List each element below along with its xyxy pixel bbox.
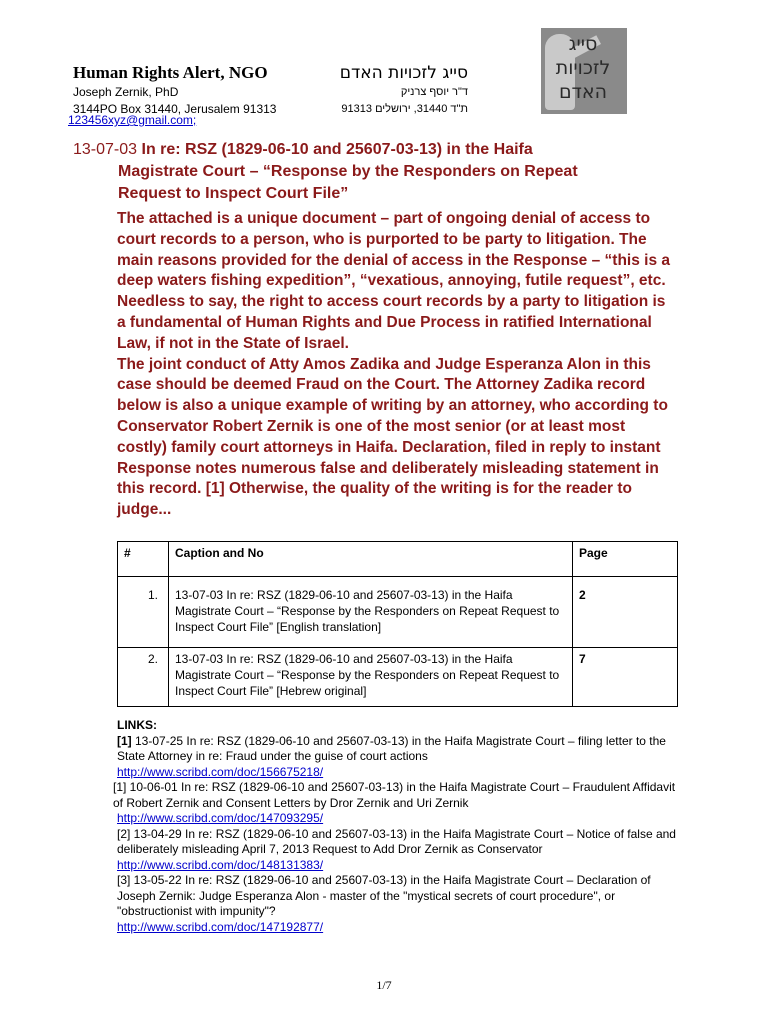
row-number: 1. <box>118 577 169 648</box>
org-name-hebrew: סייג לזכויות האדם <box>339 63 468 83</box>
table-header-row <box>118 542 678 577</box>
link-entry <box>113 780 677 827</box>
logo-text: סייג לזכויות האדם <box>555 33 611 103</box>
link-label: [1] <box>117 733 132 748</box>
link-url[interactable]: http://www.scribd.com/doc/148131383/ <box>117 857 324 872</box>
table-row <box>118 648 678 707</box>
title-line-1: In re: RSZ (1829-06-10 and 25607-03-13) in the Haifa <box>137 141 533 158</box>
links-section <box>113 718 677 935</box>
table-row <box>118 577 678 648</box>
email-link[interactable]: 123456xyz@gmail.com; <box>68 113 197 127</box>
page-number: 1/7 <box>376 978 392 992</box>
link-text: [1] 10-06-01 In re: RSZ (1829-06-10 and 25607-03-13) in the Haifa Magistrate Court – Fraudulent Affidavit of Robert Zernik and Consent Letters by Dror Zernik and Uri Zernik <box>113 780 676 810</box>
address-hebrew: ת"ד 31440, ירושלים 91313 <box>341 103 468 115</box>
row-number: 2. <box>118 648 169 707</box>
row-page: 2 <box>573 577 678 648</box>
author-name-hebrew: ד"ר יוסף צרניק <box>400 86 468 98</box>
title-date: 13-07-03 <box>73 141 138 158</box>
header-page: Page <box>573 542 678 577</box>
header-caption: Caption and No <box>169 542 573 577</box>
title-line-2: Magistrate Court – “Response by the Responders on Repeat <box>118 163 578 180</box>
body-paragraph-1: The attached is a unique document – part of ongoing denial of access to court records to a person, who is purported to be party to litigation. The main reasons provided for the denial of access in the Response – “this is a deep waters fishing expedition”, “vexatious, annoying, futile request”, etc. Needless to say, the right to access court records by a party to litigation is a fundamental of Human Rights and Due Process in ratified International Law, if not in the State of Israel. <box>117 210 670 352</box>
org-name: Human Rights Alert, NGO <box>73 63 268 82</box>
header-left <box>73 62 313 118</box>
link-text: 13-07-25 In re: RSZ (1829-06-10 and 25607-03-13) in the Haifa Magistrate Court – filing letter to the State Attorney in re: Fraud under the guise of court actions <box>117 733 666 763</box>
address: 3144PO Box 31440, Jerusalem 91313 <box>73 102 277 116</box>
header-right-hebrew <box>300 62 468 118</box>
link-url[interactable]: http://www.scribd.com/doc/147192877/ <box>117 919 324 934</box>
link-entry <box>117 827 677 874</box>
row-page: 7 <box>573 648 678 707</box>
document-title <box>73 139 673 205</box>
link-url[interactable]: http://www.scribd.com/doc/156675218/ <box>117 764 324 779</box>
header-number: # <box>118 542 169 577</box>
links-title: LINKS: <box>117 718 157 732</box>
link-url[interactable]: http://www.scribd.com/doc/147093295/ <box>117 811 324 825</box>
body-text <box>117 209 677 521</box>
contents-table <box>117 541 678 707</box>
body-paragraph-2: The joint conduct of Atty Amos Zadika and Judge Esperanza Alon in this case should be deemed Fraud on the Court. The Attorney Zadika record below is also a unique example of writing by an attorney, who according to Conservator Robert Zernik is one of the most senior (or at least most costly) family court attorneys in Haifa. Declaration, filed in reply to instant Response notes numerous false and deliberately misleading statement in this record. [1] Otherwise, the quality of the writing is for the reader to judge... <box>117 355 668 519</box>
row-caption: 13-07-03 In re: RSZ (1829-06-10 and 25607-03-13) in the Haifa Magistrate Court – “Response by the Responders on Repeat Request to Inspect Court File” [English translation] <box>169 577 573 648</box>
link-text: [2] 13-04-29 In re: RSZ (1829-06-10 and 25607-03-13) in the Haifa Magistrate Court – Notice of false and deliberately misleading April 7, 2013 Request to Add Dror Zernik as Conservator <box>117 826 676 856</box>
link-text: [3] 13-05-22 In re: RSZ (1829-06-10 and 25607-03-13) in the Haifa Magistrate Court – Declaration of Joseph Zernik: Judge Esperanza Alon - master of the "mystical secrets of court procedure", or "obstructionist with impunity"? <box>117 873 651 918</box>
title-line-3: Request to Inspect Court File” <box>118 185 349 202</box>
author-name: Joseph Zernik, PhD <box>73 85 179 99</box>
link-entry <box>117 873 677 935</box>
link-entry <box>117 734 677 781</box>
row-caption: 13-07-03 In re: RSZ (1829-06-10 and 25607-03-13) in the Haifa Magistrate Court – “Response by the Responders on Repeat Request to Inspect Court File” [Hebrew original] <box>169 648 573 707</box>
org-logo <box>541 28 627 114</box>
